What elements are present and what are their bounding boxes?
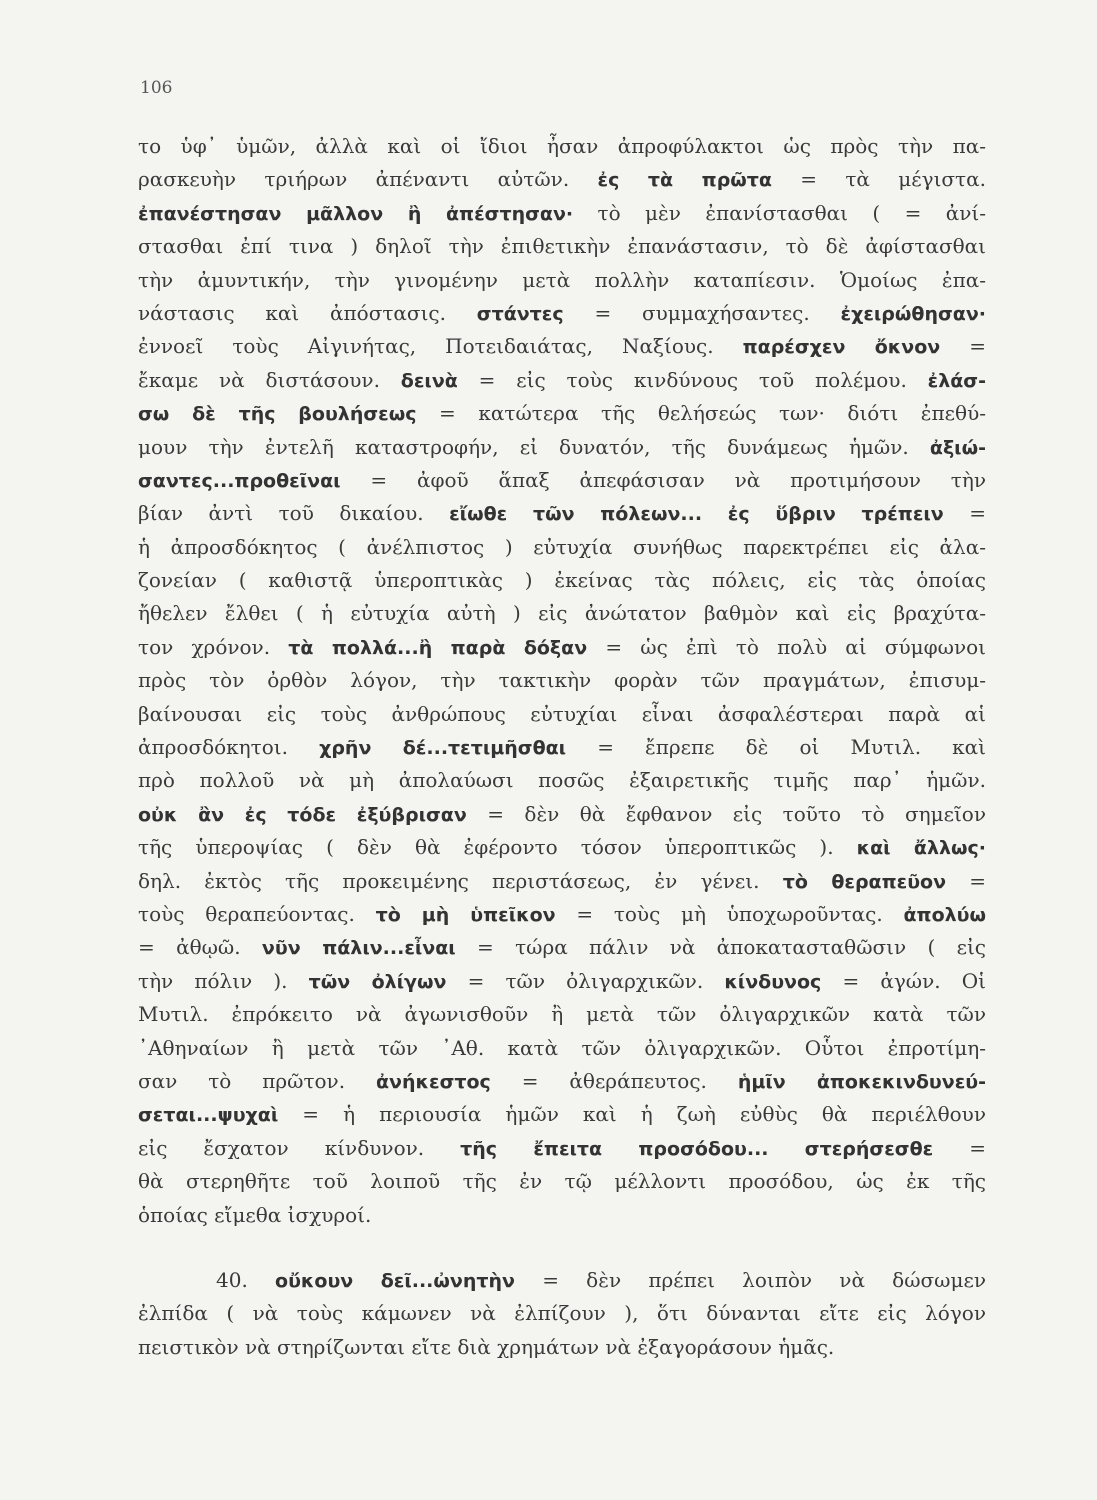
- lemma: τὸ μὴ ὑπεῖκον: [375, 903, 556, 926]
- gloss: = εἰς τοὺς κινδύνους τοῦ πολέμου.: [457, 367, 928, 392]
- paragraph-gap: [138, 1232, 986, 1264]
- text-line: [138, 397, 986, 430]
- lemma: ἡμῖν ἀποκεκινδυνεύ-: [737, 1070, 986, 1093]
- text-line: [138, 130, 986, 163]
- lemma: ἐχειρώθησαν·: [840, 302, 986, 325]
- text-line: [138, 865, 986, 898]
- text-line: [138, 1032, 986, 1065]
- commentary-text: [138, 130, 986, 1364]
- gloss: Μυτιλ. ἐπρόκειτο νὰ ἀγωνισθοῦν ἢ μετὰ τῶν ὀλιγαρχικῶν κατὰ τῶν: [138, 1002, 986, 1027]
- text-line: [138, 898, 986, 931]
- lemma: οὔκουν δεῖ...ὠνητὴν: [275, 1269, 515, 1292]
- text-line: [138, 230, 986, 263]
- lemma: σω δὲ τῆς βουλήσεως: [138, 403, 417, 426]
- text-line: [138, 431, 986, 464]
- gloss: βίαν ἀντὶ τοῦ δικαίου.: [138, 501, 450, 526]
- text-line: [138, 1165, 986, 1198]
- text-line: [138, 764, 986, 797]
- gloss: ἤθελεν ἔλθει ( ἡ εὐτυχία αὐτὴ ) εἰς ἀνώτατον βαθμὸν καὶ εἰς βραχύτα-: [138, 601, 986, 626]
- gloss: = ἔπρεπε δὲ οἱ Μυτιλ. καὶ: [566, 735, 986, 760]
- gloss: = δὲν θὰ ἔφθανον εἰς τοῦτο τὸ σημεῖον: [466, 801, 986, 826]
- lemma: ἐλάσ-: [927, 369, 986, 392]
- gloss: νάστασις καὶ ἀπόστασις.: [138, 300, 477, 325]
- gloss: ἐλπίδα ( νὰ τοὺς κάμωνεν νὰ ἐλπίζουν ), ὅτι δύνανται εἴτε εἰς λόγον: [138, 1301, 986, 1326]
- gloss: το ὑφ᾽ ὑμῶν, ἀλλὰ καὶ οἱ ἴδιοι ἦσαν ἀπροφύλακτοι ὡς πρὸς τὴν πα-: [138, 134, 986, 158]
- gloss: στασθαι ἐπί τινα ) δηλοῖ τὴν ἐπιθετικὴν ἐπανάστασιν, τὸ δὲ ἀφίστασθαι: [138, 234, 986, 259]
- gloss: = ἀγών. Οἱ: [821, 968, 986, 993]
- lemma: παρέσχεν ὄκνον: [742, 336, 941, 359]
- gloss: = ὡς ἐπὶ τὸ πολὺ αἱ σύμφωνοι: [587, 634, 986, 659]
- gloss: δηλ. ἐκτὸς τῆς προκειμένης περιστάσεως, ἐν γένει.: [138, 868, 783, 893]
- gloss: σαν τὸ πρῶτον.: [138, 1068, 376, 1093]
- gloss: ἐννοεῖ τοὺς Αἰγινήτας, Ποτειδαιάτας, Ναξίους.: [138, 334, 743, 359]
- lemma: νῦν πάλιν...εἶναι: [261, 937, 456, 960]
- text-line: [138, 531, 986, 564]
- gloss: = κατώτερα τῆς θελήσεώς των· διότι ἐπεθύ-: [416, 401, 986, 426]
- gloss: ἀπροσδόκητοι.: [138, 735, 320, 760]
- text-line: [138, 1297, 986, 1330]
- text-line: [138, 497, 986, 530]
- text-line: [138, 264, 986, 297]
- text-line: [138, 931, 986, 964]
- text-line: [138, 965, 986, 998]
- text-line: [138, 330, 986, 363]
- gloss: ζονείαν ( καθιστᾷ ὑπεροπτικὰς ) ἐκείνας τὰς πόλεις, εἰς τὰς ὁποίας: [138, 568, 986, 593]
- lemma: σεται...ψυχαὶ: [138, 1104, 279, 1127]
- lemma: κίνδυνος: [724, 970, 822, 993]
- gloss: = ἀθεράπευτος.: [490, 1068, 738, 1093]
- lemma: δεινὰ: [400, 369, 458, 392]
- gloss: τοὺς θεραπεύοντας.: [138, 901, 376, 926]
- gloss: ἡ ἀπροσδόκητος ( ἀνέλπιστος ) εὐτυχία συνήθως παρεκτρέπει εἰς ἀλα-: [138, 534, 986, 559]
- gloss: = τώρα πάλιν νὰ ἀποκατασταθῶσιν ( εἰς: [455, 935, 986, 960]
- lemma: ἐς τὰ πρῶτα: [597, 169, 772, 192]
- text-line: [138, 731, 986, 764]
- gloss: πρὸς τὸν ὀρθὸν λόγον, τὴν τακτικὴν φορὰν τῶν πραγμάτων, ἐπισυμ-: [138, 668, 986, 693]
- gloss: =: [940, 334, 986, 359]
- text-line: [138, 1098, 986, 1131]
- gloss: = ἀθῳῶ.: [138, 935, 262, 960]
- text-line: [138, 163, 986, 196]
- text-line: [138, 631, 986, 664]
- text-line: [138, 564, 986, 597]
- text-line: [138, 597, 986, 630]
- text-line: [138, 664, 986, 697]
- text-line: [138, 364, 986, 397]
- gloss: = δὲν πρέπει λοιπὸν νὰ δώσωμεν: [514, 1267, 986, 1292]
- gloss: ᾽Αθηναίων ἢ μετὰ τῶν ᾽Αθ. κατὰ τῶν ὀλιγαρχικῶν. Οὗτοι ἐπροτίμη-: [138, 1035, 986, 1060]
- gloss: τον χρόνον.: [138, 634, 289, 659]
- lemma: σαντες...προθεῖναι: [138, 469, 341, 492]
- gloss: πρὸ πολλοῦ νὰ μὴ ἀπολαύωσι ποσῶς ἐξαιρετικῆς τιμῆς παρ᾽ ἡμῶν.: [138, 768, 986, 793]
- gloss: = ἡ περιουσία ἡμῶν καὶ ἡ ζωὴ εὐθὺς θὰ περιέλθουν: [278, 1102, 986, 1127]
- gloss: ἔκαμε νὰ διστάσουν.: [138, 367, 401, 392]
- text-line: [138, 1065, 986, 1098]
- lemma: τὰ πολλά...ἢ παρὰ δόξαν: [288, 636, 588, 659]
- text-line: [138, 698, 986, 731]
- text-line: [138, 1264, 986, 1297]
- text-line: [138, 998, 986, 1031]
- text-line: [138, 1132, 986, 1165]
- lemma: ἐπανέστησαν μᾶλλον ἢ ἀπέστησαν·: [138, 202, 574, 225]
- lemma: καὶ ἄλλως·: [856, 837, 986, 860]
- gloss: = τοὺς μὴ ὑποχωροῦντας.: [555, 901, 904, 926]
- gloss: = ἀφοῦ ἅπαξ ἀπεφάσισαν νὰ προτιμήσουν τὴν: [340, 467, 986, 492]
- lemma: τῆς ἔπειτα προσόδου... στερήσεσθε: [460, 1137, 934, 1160]
- text-line: [138, 464, 986, 497]
- lemma: τῶν ὀλίγων: [308, 970, 447, 993]
- gloss: θὰ στερηθῆτε τοῦ λοιποῦ τῆς ἐν τῷ μέλλοντι προσόδου, ὡς ἐκ τῆς: [138, 1169, 986, 1194]
- gloss: = τὰ μέγιστα.: [771, 167, 986, 192]
- lemma: ἀξιώ-: [929, 436, 986, 459]
- text-line: [138, 1331, 986, 1364]
- gloss: = συμμαχήσαντες.: [563, 300, 841, 325]
- lemma: τὸ θεραπεῦον: [782, 870, 947, 893]
- lemma: οὐκ ἂν ἐς τόδε ἐξύβρισαν: [138, 803, 467, 826]
- text-line: [138, 798, 986, 831]
- gloss: ὁποίας εἴμεθα ἰσχυροί.: [138, 1202, 372, 1227]
- lemma: ἀνήκεστος: [375, 1070, 491, 1093]
- gloss: βαίνουσαι εἰς τοὺς ἀνθρώπους εὐτυχίαι εἶναι ἀσφαλέστεραι παρὰ αἱ: [138, 701, 986, 726]
- gloss: 40.: [216, 1267, 276, 1292]
- text-line: [138, 297, 986, 330]
- gloss: τῆς ὑπεροψίας ( δὲν θὰ ἐφέροντο τόσον ὑπεροπτικῶς ).: [138, 835, 857, 860]
- gloss: τὸ μὲν ἐπανίστασθαι ( = ἀνί-: [573, 200, 986, 225]
- gloss: = τῶν ὀλιγαρχικῶν.: [446, 968, 725, 993]
- text-line: [138, 1199, 986, 1232]
- gloss: πειστικὸν νὰ στηρίζωνται εἴτε διὰ χρημάτων νὰ ἐξαγοράσουν ἡμᾶς.: [138, 1334, 835, 1359]
- gloss: μουν τὴν ἐντελῆ καταστροφήν, εἰ δυνατόν, τῆς δυνάμεως ἡμῶν.: [138, 434, 930, 459]
- lemma: στάντες: [476, 302, 564, 325]
- gloss: εἰς ἔσχατον κίνδυνον.: [138, 1135, 461, 1160]
- lemma: ἀπολύω: [903, 903, 986, 926]
- gloss: τὴν ἀμυντικήν, τὴν γινομένην μετὰ πολλὴν καταπίεσιν. Ὁμοίως ἐπα-: [138, 267, 986, 292]
- text-line: [138, 197, 986, 230]
- gloss: ρασκευὴν τριήρων ἀπέναντι αὐτῶν.: [138, 167, 598, 192]
- gloss: τὴν πόλιν ).: [138, 968, 309, 993]
- lemma: εἴωθε τῶν πόλεων... ἐς ὕβριν τρέπειν: [449, 503, 944, 526]
- page-number: 106: [140, 78, 173, 98]
- gloss: =: [933, 1135, 986, 1160]
- gloss: =: [946, 868, 986, 893]
- gloss: =: [943, 501, 986, 526]
- text-line: [138, 831, 986, 864]
- lemma: χρῆν δέ...τετιμῆσθαι: [319, 737, 567, 760]
